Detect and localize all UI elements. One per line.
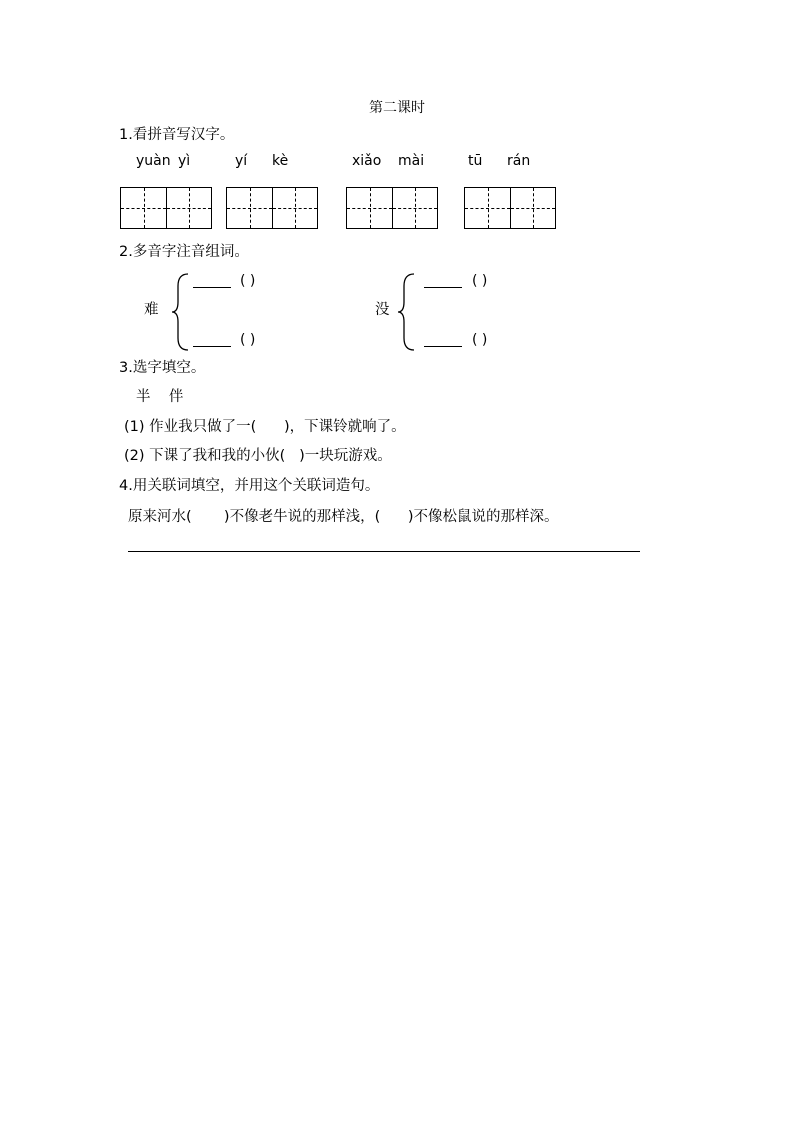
pinyin-4b: rán xyxy=(507,153,531,169)
writing-cell[interactable] xyxy=(121,188,166,228)
pinyin-paren[interactable]: ( ) xyxy=(472,273,488,289)
polyphone-char-2: 没 xyxy=(375,302,390,318)
question-3-heading: 3.选字填空。 xyxy=(119,360,206,376)
pinyin-1a: yuàn xyxy=(136,153,171,169)
fill-blank[interactable] xyxy=(193,346,231,347)
writing-cell[interactable] xyxy=(510,188,555,228)
question-2-heading: 2.多音字注音组词。 xyxy=(119,244,249,260)
polyphone-char-1: 难 xyxy=(144,302,159,318)
fill-blank[interactable] xyxy=(424,287,462,288)
fill-blank[interactable] xyxy=(424,346,462,347)
pinyin-2a: yí xyxy=(235,153,248,169)
pinyin-1b: yì xyxy=(178,153,191,169)
writing-cell[interactable] xyxy=(227,188,272,228)
left-brace-icon xyxy=(170,272,190,352)
pinyin-4a: tū xyxy=(468,153,483,169)
pinyin-paren[interactable]: ( ) xyxy=(240,273,256,289)
answer-line[interactable] xyxy=(128,551,640,552)
pinyin-3a: xiǎo xyxy=(352,153,382,169)
question-4-heading: 4.用关联词填空，并用这个关联词造句。 xyxy=(119,478,380,494)
writing-grid-1[interactable] xyxy=(120,187,212,229)
writing-cell[interactable] xyxy=(347,188,392,228)
left-brace-icon xyxy=(396,272,416,352)
writing-cell[interactable] xyxy=(166,188,211,228)
writing-grid-3[interactable] xyxy=(346,187,438,229)
writing-grid-4[interactable] xyxy=(464,187,556,229)
fill-blank[interactable] xyxy=(193,287,231,288)
question-1-heading: 1.看拼音写汉字。 xyxy=(119,127,235,143)
question-3-item-2: (2) 下课了我和我的小伙( )一块玩游戏。 xyxy=(124,448,392,464)
writing-grid-2[interactable] xyxy=(226,187,318,229)
writing-cell[interactable] xyxy=(392,188,437,228)
writing-cell[interactable] xyxy=(272,188,317,228)
question-4-sentence: 原来河水( )不像老牛说的那样浅，( )不像松鼠说的那样深。 xyxy=(128,509,559,525)
question-3-item-1: (1) 作业我只做了一( )，下课铃就响了。 xyxy=(124,419,406,435)
writing-cell[interactable] xyxy=(465,188,510,228)
pinyin-2b: kè xyxy=(272,153,289,169)
word-options: 半 伴 xyxy=(136,389,184,405)
pinyin-3b: mài xyxy=(398,153,425,169)
pinyin-paren[interactable]: ( ) xyxy=(472,332,488,348)
page-title: 第二课时 xyxy=(369,100,425,116)
pinyin-paren[interactable]: ( ) xyxy=(240,332,256,348)
